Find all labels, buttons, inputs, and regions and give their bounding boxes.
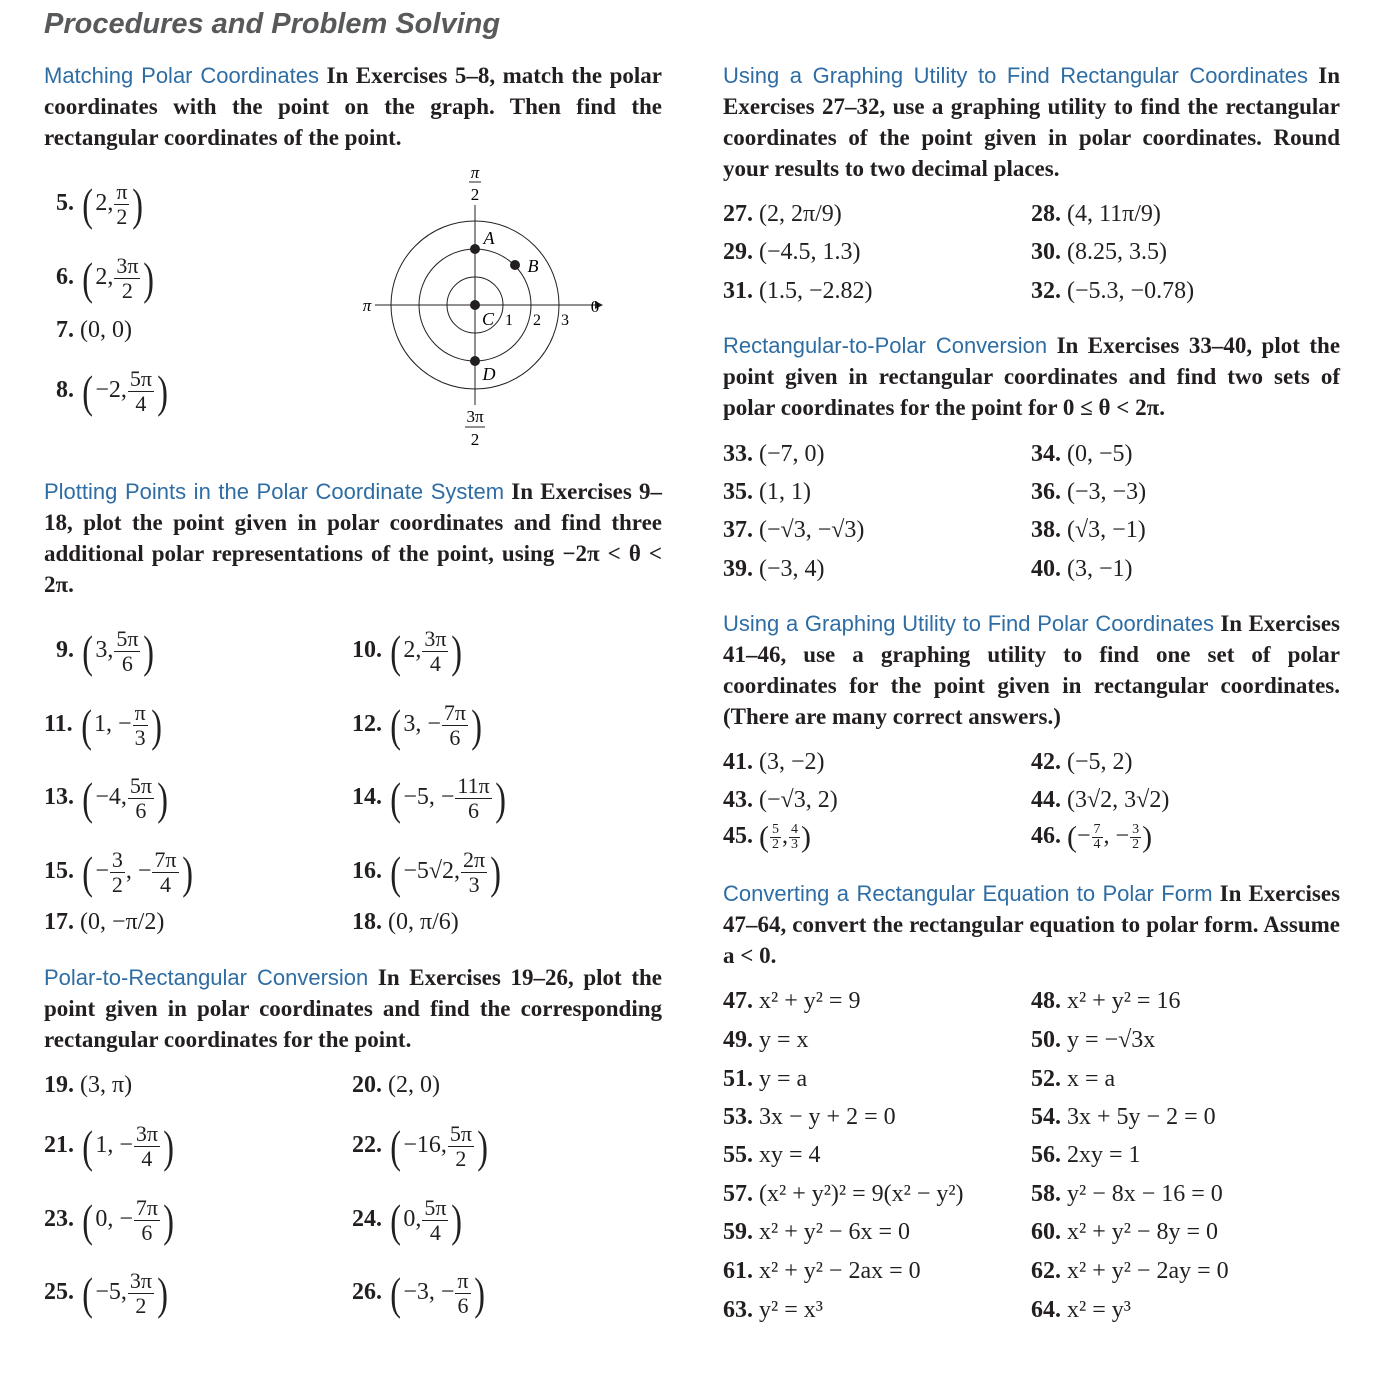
exercise-18: 18. (0, π/6)	[352, 909, 459, 935]
exercise-37: 37. (−√3, −√3)	[723, 517, 865, 543]
label-pi-over-2-den: 2	[470, 185, 480, 204]
point-c-label: C	[481, 309, 495, 329]
exercise-63: 63. y² = x³	[723, 1297, 823, 1323]
point-d-dot	[470, 356, 480, 366]
tick-label-1: 1	[505, 312, 513, 329]
section-instructions: In Exercises 33–40, plot the point given in rectangular coordinates and find two sets of polar coordinates for the point for 0 ≤ θ < 2π.	[723, 333, 1341, 420]
section-matching-heading	[44, 60, 662, 153]
point-b-label: B	[527, 256, 539, 276]
exercise-27: 27. (2, 2π/9)	[723, 201, 842, 227]
section-topic: Plotting Points in the Polar Coordinate System	[44, 479, 505, 504]
page-title: Procedures and Problem Solving	[44, 8, 501, 40]
exercise-12: 12. (3, − $\frac{7\pi}{6}$ )	[352, 699, 483, 751]
tick-label-3: 3	[561, 312, 569, 329]
exercise-44: 44. (3√2, 3√2)	[1031, 787, 1170, 813]
tick-label-2: 2	[533, 312, 541, 329]
exercise-35: 35. (1, 1)	[723, 479, 811, 505]
exercise-47: 47. x² + y² = 9	[723, 988, 861, 1014]
point-a-label: A	[483, 228, 495, 248]
exercise-5: 5. (2, $\frac{\pi}{2}$ )	[56, 178, 144, 230]
section-instructions: In Exercises 5–8, match the polar coordinates with the point on the graph. Then find the rectangular coordinates of the point.	[44, 63, 662, 150]
exercise-62: 62. x² + y² − 2ay = 0	[1031, 1258, 1229, 1284]
exercise-46: 46. (− $\frac{7}{4}$ , − $\frac{3}{2}$ )	[1031, 820, 1153, 854]
point-c-dot	[470, 300, 480, 310]
exercise-26: 26. (−3, − $\frac{\pi}{6}$ )	[352, 1267, 485, 1319]
exercise-56: 56. 2xy = 1	[1031, 1142, 1141, 1168]
section-topic: Converting a Rectangular Equation to Polar Form	[723, 881, 1213, 906]
exercise-20: 20. (2, 0)	[352, 1072, 440, 1098]
exercise-29: 29. (−4.5, 1.3)	[723, 239, 861, 265]
exercise-48: 48. x² + y² = 16	[1031, 988, 1181, 1014]
section-topic: Rectangular-to-Polar Conversion	[723, 333, 1048, 358]
label-zero: 0	[590, 297, 600, 316]
exercise-24: 24. (0, $\frac{5\pi}{4}$ )	[352, 1194, 463, 1246]
exercise-34: 34. (0, −5)	[1031, 441, 1133, 467]
exercise-51: 51. y = a	[723, 1066, 808, 1092]
exercise-64: 64. x² = y³	[1031, 1297, 1131, 1323]
section-instructions: In Exercises 19–26, plot the point given in polar coordinates and find the corresponding rectangular coordinates for the point.	[44, 965, 663, 1052]
exercise-16: 16. (−5√2, $\frac{2\pi}{3}$ )	[352, 846, 502, 898]
exercise-15: 15. (− $\frac{3}{2}$ , − $\frac{7\pi}{4}$ )	[44, 846, 193, 898]
exercise-7: 7. (0, 0)	[56, 317, 132, 343]
exercise-14: 14. (−5, − $\frac{11\pi}{6}$ )	[352, 772, 506, 824]
exercise-28: 28. (4, 11π/9)	[1031, 201, 1161, 227]
exercise-43: 43. (−√3, 2)	[723, 787, 838, 813]
exercise-50: 50. y = −√3x	[1031, 1027, 1156, 1053]
section-topic: Polar-to-Rectangular Conversion	[44, 965, 369, 990]
exercise-39: 39. (−3, 4)	[723, 556, 825, 582]
exercise-58: 58. y² − 8x − 16 = 0	[1031, 1181, 1223, 1207]
label-3pi-over-2-num: 3π	[466, 407, 484, 426]
exercise-10: 10. (2, $\frac{3\pi}{4}$ )	[352, 625, 463, 677]
section-instructions: In Exercises 41–46, use a graphing utility to find one set of polar coordinates for the point given in rectangular coordinates. (There are many correct answers.)	[723, 611, 1340, 729]
section-graphing-rect-heading	[723, 60, 1340, 184]
exercise-6: 6. (2, $\frac{3\pi}{2}$ )	[56, 252, 155, 304]
exercise-60: 60. x² + y² − 8y = 0	[1031, 1219, 1218, 1245]
point-a-dot	[470, 244, 480, 254]
section-instructions: In Exercises 27–32, use a graphing utility to find the rectangular coordinates of the point given in polar coordinates. Round your results to two decimal places.	[723, 63, 1340, 181]
section-graphing-polar-heading	[723, 608, 1340, 732]
exercise-53: 53. 3x − y + 2 = 0	[723, 1104, 896, 1130]
section-rect-to-polar-heading	[723, 330, 1340, 423]
exercise-42: 42. (−5, 2)	[1031, 749, 1133, 775]
exercise-33: 33. (−7, 0)	[723, 441, 825, 467]
exercise-22: 22. (−16, $\frac{5\pi}{2}$ )	[352, 1120, 489, 1172]
exercise-38: 38. (√3, −1)	[1031, 517, 1146, 543]
exercise-61: 61. x² + y² − 2ax = 0	[723, 1258, 921, 1284]
exercise-21: 21. (1, − $\frac{3\pi}{4}$ )	[44, 1120, 175, 1172]
point-d-label: D	[482, 364, 496, 384]
exercise-49: 49. y = x	[723, 1027, 809, 1053]
exercise-40: 40. (3, −1)	[1031, 556, 1133, 582]
exercise-55: 55. xy = 4	[723, 1142, 821, 1168]
exercise-36: 36. (−3, −3)	[1031, 479, 1147, 505]
exercise-57: 57. (x² + y²)² = 9(x² − y²)	[723, 1181, 964, 1207]
exercise-17: 17. (0, −π/2)	[44, 909, 165, 935]
section-instructions: In Exercises 9–18, plot the point given in polar coordinates and find three additional polar representations of the point, using −2π < θ < 2π.	[44, 479, 662, 597]
exercise-30: 30. (8.25, 3.5)	[1031, 239, 1167, 265]
section-plotting-heading	[44, 476, 662, 600]
exercise-32: 32. (−5.3, −0.78)	[1031, 278, 1195, 304]
exercise-31: 31. (1.5, −2.82)	[723, 278, 873, 304]
section-topic: Using a Graphing Utility to Find Polar Coordinates	[723, 611, 1214, 636]
polar-coordinate-graph	[345, 160, 615, 455]
exercise-54: 54. 3x + 5y − 2 = 0	[1031, 1104, 1216, 1130]
exercise-13: 13. (−4, $\frac{5\pi}{6}$ )	[44, 772, 169, 824]
section-topic: Matching Polar Coordinates	[44, 63, 319, 88]
exercise-9: 9. (3, $\frac{5\pi}{6}$ )	[56, 625, 155, 677]
section-rect-equation-heading	[723, 878, 1340, 971]
section-polar-to-rect-heading	[44, 962, 662, 1055]
exercise-11: 11. (1, − $\frac{\pi}{3}$ )	[44, 699, 162, 751]
point-b-dot	[510, 260, 520, 270]
exercise-41: 41. (3, −2)	[723, 749, 825, 775]
exercise-23: 23. (0, − $\frac{7\pi}{6}$ )	[44, 1194, 175, 1246]
section-instructions: In Exercises 47–64, convert the rectangular equation to polar form. Assume a < 0.	[723, 881, 1341, 968]
exercise-59: 59. x² + y² − 6x = 0	[723, 1219, 910, 1245]
exercise-45: 45. ( $\frac{5}{2}$ , $\frac{4}{3}$ )	[723, 820, 811, 854]
section-topic: Using a Graphing Utility to Find Rectangular Coordinates	[723, 63, 1309, 88]
exercise-8: 8. (−2, $\frac{5\pi}{4}$ )	[56, 365, 169, 417]
exercise-19: 19. (3, π)	[44, 1072, 133, 1098]
label-3pi-over-2-den: 2	[470, 430, 480, 449]
exercise-52: 52. x = a	[1031, 1066, 1116, 1092]
exercise-25: 25. (−5, $\frac{3\pi}{2}$ )	[44, 1267, 169, 1319]
label-pi-over-2-num: π	[470, 163, 480, 182]
label-pi: π	[362, 296, 372, 315]
